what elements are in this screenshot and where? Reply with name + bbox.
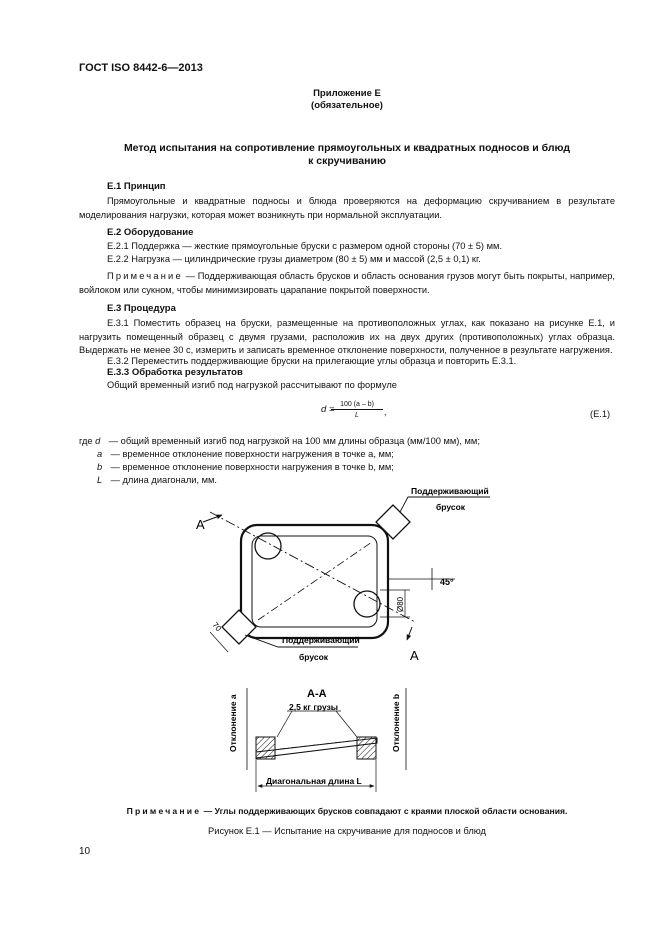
section-e2-heading: Е.2 Оборудование: [107, 227, 194, 238]
section-mark-top: A: [196, 517, 205, 532]
weight-top-left: [255, 533, 281, 559]
figure-note: [79, 806, 615, 816]
where-desc-d: — общий временный изгиб под нагрузкой на 100 мм длины образца (мм/100 мм), мм;: [108, 436, 480, 446]
formula-intro: Общий временный изгиб под нагрузкой рассчитывают по формуле: [107, 380, 397, 390]
section-e3-item2: Е.3.2 Переместить поддерживающие бруски на прилегающие углы образца и повторить Е.3.1.: [107, 356, 517, 366]
equation-number: (Е.1): [590, 409, 611, 419]
page-number: 10: [79, 846, 91, 857]
document-title-line1: Метод испытания на сопротивление прямоугольных и квадратных подносов и блюд: [123, 142, 571, 154]
support-label-top-2: брусок: [436, 502, 466, 512]
note-label: Примечание: [107, 271, 183, 281]
note-text: — Поддерживающая область брусков и область основания грузов могут быть покрыты, например, войлоком или сукном, чтобы минимизировать царапание покрытой поверхности.: [79, 271, 615, 295]
section-arrow-bottom: [407, 627, 412, 640]
annex-title: Приложение Е: [313, 88, 381, 99]
weight-bottom-right: [354, 591, 380, 617]
section-e2-item1: Е.2.1 Поддержка — жесткие прямоугольные бруски с размером одной стороны (70 ± 5) мм.: [107, 241, 502, 251]
section-e1-text: Прямоугольные и квадратные подносы и блюда проверяются на деформацию скручиванием в результате моделирования нагрузки, которая может возникнуть при нормальной эксплуатации.: [79, 196, 615, 220]
var-b: b: [97, 462, 103, 472]
weights-leader-right: [336, 711, 357, 737]
angle-label: 45°: [440, 577, 454, 587]
weights-label: 2,5 кг грузы: [289, 702, 339, 712]
section-title: А-А: [307, 688, 327, 700]
var-d: d: [95, 436, 101, 446]
side-block-left: [256, 737, 275, 759]
figure-caption: Рисунок Е.1 — Испытание на скручивание для подносов и блюд: [208, 826, 486, 836]
section-e1-heading: Е.1 Принцип: [107, 181, 166, 192]
figure-note-label: Примечание: [126, 806, 202, 816]
where-desc-L: — длина диагонали, мм.: [110, 475, 218, 485]
section-e3-heading: Е.3 Процедура: [107, 303, 176, 314]
dim70-label: 70: [210, 620, 224, 634]
formula-tail: ,: [384, 407, 387, 417]
support-label-bottom-2: брусок: [299, 652, 329, 662]
var-L: L: [97, 475, 103, 485]
weights-leader-left: [277, 711, 292, 737]
formula-numerator: 100 (a – b): [331, 401, 383, 410]
section-arrow-top: [203, 515, 222, 522]
section-e2-item2: Е.2.2 Нагрузка — цилиндрические грузы диаметром (80 ± 5) мм и массой (2,5 ± 0,1) кг.: [107, 254, 481, 264]
section-e33-heading: Е.3.3 Обработка результатов: [107, 367, 243, 378]
where-desc-b: — временное отклонение поверхности нагружения в точке b, мм;: [110, 462, 394, 472]
where-desc-a: — временное отклонение поверхности нагружения в точке a, мм;: [110, 449, 394, 459]
support-block-bottom: [222, 610, 256, 644]
deviation-b-label: Отклонение b: [391, 693, 401, 752]
formula-denominator: L: [355, 412, 359, 419]
section-mark-bottom: A: [410, 648, 419, 663]
deviation-a-label: Отклонение a: [228, 694, 238, 752]
figure-note-text: — Углы поддерживающих брусков совпадают с краями плоской области основания.: [203, 806, 568, 816]
var-a: a: [97, 449, 103, 459]
dim80-label: Ø80: [396, 596, 405, 612]
diagonal-label: Диагональная длина L: [266, 776, 362, 786]
support-label-bottom-1: Поддерживающий: [282, 635, 360, 645]
dim70-line: [210, 632, 228, 652]
standard-header: ГОСТ ISO 8442-6—2013: [79, 62, 203, 74]
where-prefix: где: [79, 436, 93, 446]
annex-status: (обязательное): [311, 100, 383, 111]
support-label-top-1: Поддерживающий: [411, 486, 489, 496]
support-block-top: [376, 505, 410, 539]
document-title-line2: к скручиванию: [308, 155, 386, 167]
section-e3-item1: Е.3.1 Поместить образец на бруски, размещенные на противоположных углах, как показано на рисунке Е.1, и нагрузить помещенный образец с двумя грузами, расположив их на двух других (противоположных) углах образца. Выдержать не менее 30 с, измерить и записать временное отклонение поверхности, полученное в результате нагружения.: [79, 318, 615, 355]
formula-lhs: d =: [321, 404, 335, 415]
side-block-right: [357, 737, 376, 759]
